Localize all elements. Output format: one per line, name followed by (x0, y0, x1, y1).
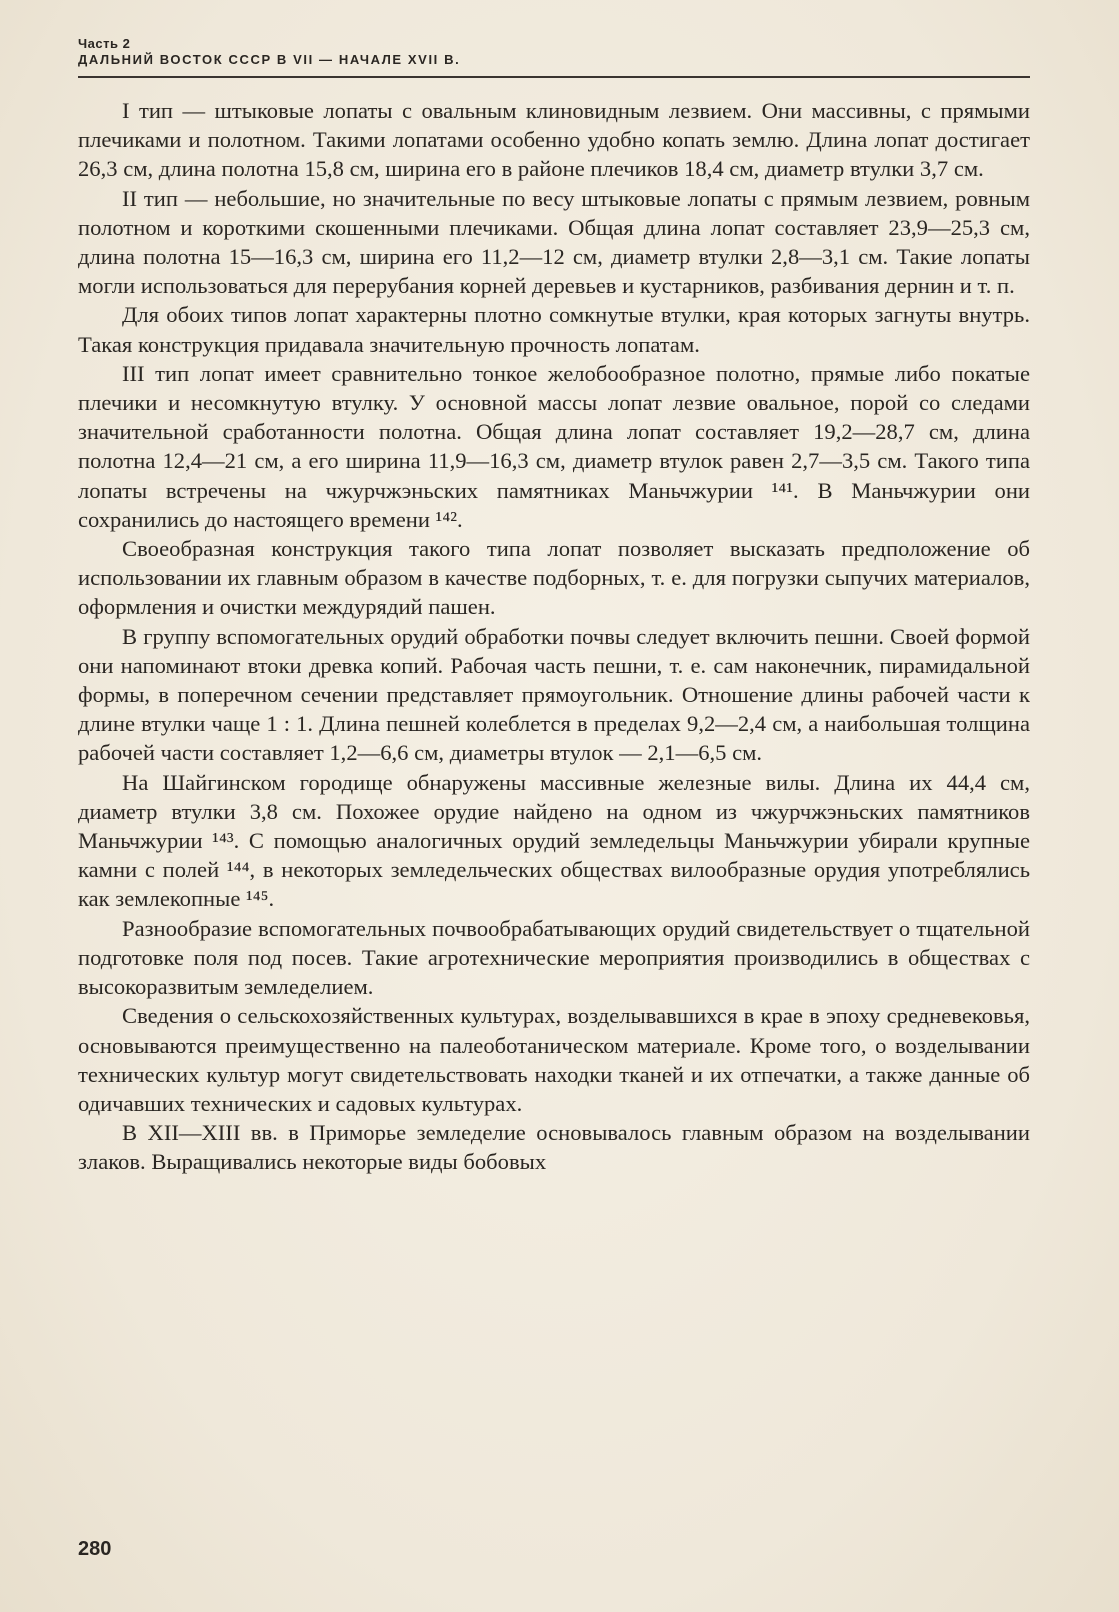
paragraph: В XII—XIII вв. в Приморье земледелие основывалось главным образом на возделывании злаков. Выращивались некоторые виды бобовых (78, 1120, 1030, 1175)
paragraph: Сведения о сельскохозяйственных культурах, возделывавшихся в крае в эпоху средневековья, основываются преимущественно на палеоботаническом материале. Кроме того, о возделывании технических культур могут свидетельствовать находки тканей и их отпечатки, а также данные об одичавших технических и садовых культурах. (78, 1003, 1030, 1116)
paragraph: В группу вспомогательных орудий обработки почвы следует включить пешни. Своей формой они напоминают втоки древка копий. Рабочая часть пешни, т. е. сам наконечник, пирамидальной формы, в поперечном сечении представляет прямоугольник. Отношение длины рабочей части к длине втулки чаще 1 : 1. Длина пешней колеблется в пределах 9,2—2,4 см, а наибольшая толщина рабочей части составляет 1,2—6,6 см, диаметры втулок — 2,1—6,5 см. (78, 623, 1030, 766)
running-header (78, 36, 1030, 68)
paragraph: Своеобразная конструкция такого типа лопат позволяет высказать предположение об использовании их главным образом в качестве подборных, т. е. для погрузки сыпучих материалов, оформления и очистки междурядий пашен. (78, 536, 1030, 620)
paragraph: I тип — штыковые лопаты с овальным клиновидным лезвием. Они массивны, с прямыми плечиками и полотном. Такими лопатами особенно удобно копать землю. Длина лопат достигает 26,3 см, длина полотна 15,8 см, ширина его в районе плечиков 18,4 см, диаметр втулки 3,7 см. (78, 98, 1030, 182)
paragraph: На Шайгинском городище обнаружены массивные железные вилы. Длина их 44,4 см, диаметр втулки 3,8 см. Похожее орудие найдено на одном из чжурчжэньских памятников Маньчжурии ¹⁴³. С помощью аналогичных орудий земледельцы Маньчжурии убирали крупные камни с полей ¹⁴⁴, в некоторых земледельческих обществах вилообразные орудия употреблялись как землекопные ¹⁴⁵. (78, 769, 1030, 912)
body-text (78, 96, 1030, 1177)
part-label: Часть 2 (78, 36, 131, 51)
paragraph: Разнообразие вспомогательных почвообрабатывающих орудий свидетельствует о тщательной подготовке поля под посев. Такие агротехнические мероприятия производились в обществах с высокоразвитым земледелием. (78, 915, 1030, 1000)
paragraph: III тип лопат имеет сравнительно тонкое желобообразное полотно, прямые либо покатые плечики и несомкнутую втулку. У основной массы лопат лезвие овальное, порой со следами значительной сработанности полотна. Общая длина лопат составляет 19,2—28,7 см, длина полотна 12,4—21 см, а его ширина 11,9—16,3 см, диаметр втулок равен 2,7—3,5 см. Такого типа лопаты встречены на чжурчжэньских памятниках Маньчжурии ¹⁴¹. В Маньчжурии они сохранились до настоящего времени ¹⁴². (78, 360, 1030, 532)
header-rule (78, 76, 1030, 78)
page-number: 280 (78, 1538, 112, 1560)
chapter-title: ДАЛЬНИЙ ВОСТОК СССР В VII — НАЧАЛЕ XVII В. (78, 52, 461, 67)
paragraph: Для обоих типов лопат характерны плотно сомкнутые втулки, края которых загнуты внутрь. Такая конструкция придавала значительную прочность лопатам. (78, 302, 1030, 357)
paragraph: II тип — небольшие, но значительные по весу штыковые лопаты с прямым лезвием, ровным полотном и короткими скошенными плечиками. Общая длина лопат составляет 23,9—25,3 см, длина полотна 15—16,3 см, ширина его 11,2—12 см, диаметр втулки 2,8—3,1 см. Такие лопаты могли использоваться для перерубания корней деревьев и кустарников, разбивания дернин и т. п. (78, 185, 1030, 299)
